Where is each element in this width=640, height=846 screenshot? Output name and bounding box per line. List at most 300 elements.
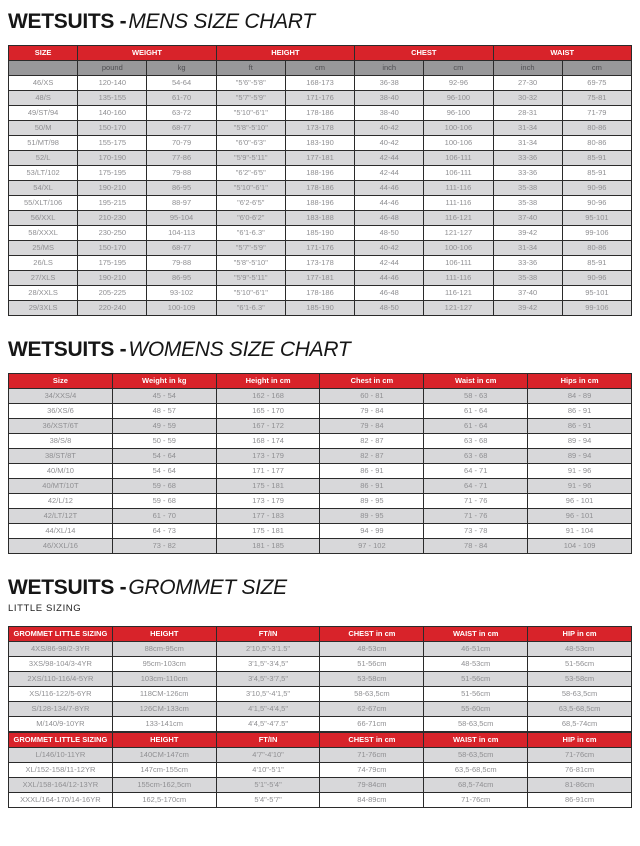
column-header: WAIST in cm — [424, 733, 528, 748]
measurement-cell: 92-96 — [424, 76, 493, 91]
measurement-cell: "5'8"-5'10" — [216, 121, 285, 136]
measurement-cell: 71-76cm — [320, 748, 424, 763]
size-label-cell: 34/XXS/4 — [9, 389, 113, 404]
column-header: HEIGHT — [112, 733, 216, 748]
measurement-cell: 68-77 — [147, 121, 216, 136]
measurement-cell: 82 - 87 — [320, 449, 424, 464]
measurement-cell: 120-140 — [78, 76, 147, 91]
measurement-cell: 2'10,5"-3'1.5" — [216, 642, 320, 657]
measurement-cell: 33-36 — [493, 166, 562, 181]
measurement-cell: "5'7"-5'9" — [216, 241, 285, 256]
size-row — [9, 256, 632, 271]
womens-size-chart-section — [8, 338, 632, 554]
column-header: CHEST in cm — [320, 733, 424, 748]
measurement-cell: 73 - 78 — [424, 524, 528, 539]
measurement-cell: 80-86 — [562, 136, 631, 151]
title-brand-text: WETSUITS - — [8, 338, 127, 361]
size-row — [9, 524, 632, 539]
measurement-cell: 100-109 — [147, 301, 216, 316]
measurement-cell: 55-60cm — [424, 702, 528, 717]
measurement-cell: 86 - 91 — [528, 404, 632, 419]
little-sizing-subtitle: LITTLE SIZING — [8, 603, 82, 614]
measurement-cell: "6'1-6.3" — [216, 301, 285, 316]
column-header: WAIST in cm — [424, 627, 528, 642]
size-label-cell: 38/ST/8T — [9, 449, 113, 464]
column-header: Height in cm — [216, 374, 320, 389]
measurement-cell: 53-58cm — [528, 672, 632, 687]
measurement-cell: "6'1-6.3" — [216, 226, 285, 241]
measurement-cell: 181 - 185 — [216, 539, 320, 554]
measurement-cell: 60 - 81 — [320, 389, 424, 404]
measurement-cell: 86 - 91 — [528, 419, 632, 434]
measurement-cell: 38-40 — [355, 91, 424, 106]
measurement-cell: 162 - 168 — [216, 389, 320, 404]
column-header: GROMMET LITTLE SIZING — [9, 627, 113, 642]
measurement-cell: 79-88 — [147, 256, 216, 271]
measurement-cell: 4'4,5"-4'7.5" — [216, 717, 320, 732]
measurement-cell: 171 - 177 — [216, 464, 320, 479]
measurement-cell: 51-56cm — [424, 687, 528, 702]
measurement-cell: 63,5-68,5cm — [528, 702, 632, 717]
measurement-cell: 71 - 76 — [424, 509, 528, 524]
size-row — [9, 166, 632, 181]
measurement-cell: 64 - 71 — [424, 464, 528, 479]
measurement-cell: 168-173 — [285, 76, 354, 91]
measurement-cell: 150-170 — [78, 241, 147, 256]
measurement-cell: 88-97 — [147, 196, 216, 211]
measurement-cell: 74-79cm — [320, 763, 424, 778]
measurement-cell: 177 - 183 — [216, 509, 320, 524]
size-row — [9, 702, 632, 717]
measurement-cell: 35-38 — [493, 196, 562, 211]
measurement-cell: "5'9"-5'11" — [216, 271, 285, 286]
measurement-cell: 5'1"-5'4" — [216, 778, 320, 793]
size-row — [9, 91, 632, 106]
measurement-cell: 53-58cm — [320, 672, 424, 687]
measurement-cell: 177-181 — [285, 151, 354, 166]
measurement-cell: 58-63,5cm — [424, 748, 528, 763]
measurement-cell: 173-178 — [285, 256, 354, 271]
measurement-cell: 33-36 — [493, 151, 562, 166]
measurement-cell: 63 - 68 — [424, 449, 528, 464]
mens-size-chart-section — [8, 10, 632, 316]
measurement-cell: 89 - 94 — [528, 434, 632, 449]
measurement-cell: 106-111 — [424, 166, 493, 181]
measurement-cell: 96-100 — [424, 91, 493, 106]
measurement-cell: 167 - 172 — [216, 419, 320, 434]
measurement-cell: 86-91cm — [528, 793, 632, 808]
measurement-cell: 51-56cm — [320, 657, 424, 672]
measurement-cell: 150-170 — [78, 121, 147, 136]
measurement-cell: 89 - 95 — [320, 494, 424, 509]
measurement-cell: 62-67cm — [320, 702, 424, 717]
measurement-cell: 31-34 — [493, 136, 562, 151]
measurement-cell: 177-181 — [285, 271, 354, 286]
size-row — [9, 464, 632, 479]
measurement-cell: 71-76cm — [424, 793, 528, 808]
size-row — [9, 717, 632, 732]
measurement-cell: 140-160 — [78, 106, 147, 121]
size-row — [9, 657, 632, 672]
measurement-cell: 195-215 — [78, 196, 147, 211]
measurement-cell: 135-155 — [78, 91, 147, 106]
measurement-cell: "6'2"-6'5" — [216, 166, 285, 181]
size-row — [9, 121, 632, 136]
size-label-cell: 3XS/98-104/3-4YR — [9, 657, 113, 672]
measurement-cell: 80-86 — [562, 241, 631, 256]
measurement-cell: 5'4"-5'7" — [216, 793, 320, 808]
measurement-cell: 27-30 — [493, 76, 562, 91]
measurement-cell: 71 - 76 — [424, 494, 528, 509]
measurement-cell: 96-100 — [424, 106, 493, 121]
measurement-cell: 118CM-126cm — [112, 687, 216, 702]
measurement-cell: 48-50 — [355, 301, 424, 316]
size-row — [9, 793, 632, 808]
measurement-cell: 96 - 101 — [528, 509, 632, 524]
measurement-cell: 48-53cm — [320, 642, 424, 657]
measurement-cell: 190-210 — [78, 271, 147, 286]
size-label-cell: 46/XXL/16 — [9, 539, 113, 554]
size-row — [9, 136, 632, 151]
column-header: HIP in cm — [528, 627, 632, 642]
unit-header-cell: inch — [493, 61, 562, 76]
measurement-cell: 40-42 — [355, 241, 424, 256]
measurement-cell: 61 - 64 — [424, 419, 528, 434]
column-header: FT/IN — [216, 733, 320, 748]
size-row — [9, 539, 632, 554]
measurement-cell: 95-101 — [562, 286, 631, 301]
grommet-chart-title — [8, 576, 632, 600]
size-label-cell: XXXL/164-170/14-16YR — [9, 793, 113, 808]
measurement-cell: 173-178 — [285, 121, 354, 136]
size-label-cell: 2XS/110-116/4-5YR — [9, 672, 113, 687]
measurement-cell: 116-121 — [424, 286, 493, 301]
measurement-cell: 100-106 — [424, 241, 493, 256]
size-label-cell: 54/XL — [9, 181, 78, 196]
measurement-cell: 70-79 — [147, 136, 216, 151]
measurement-cell: 90-96 — [562, 181, 631, 196]
size-label-cell: L/146/10-11YR — [9, 748, 113, 763]
measurement-cell: 121-127 — [424, 301, 493, 316]
measurement-cell: 165 - 170 — [216, 404, 320, 419]
measurement-cell: "5'10"-6'1" — [216, 181, 285, 196]
measurement-cell: 171-176 — [285, 241, 354, 256]
size-label-cell: 48/S — [9, 91, 78, 106]
measurement-cell: 147cm-155cm — [112, 763, 216, 778]
measurement-cell: 49 - 59 — [112, 419, 216, 434]
measurement-cell: 54 - 64 — [112, 464, 216, 479]
measurement-cell: 170-190 — [78, 151, 147, 166]
measurement-cell: 86-95 — [147, 181, 216, 196]
measurement-cell: 111-116 — [424, 196, 493, 211]
grommet-small-sizes-table — [8, 626, 632, 732]
measurement-cell: 35-38 — [493, 271, 562, 286]
measurement-cell: 39-42 — [493, 301, 562, 316]
measurement-cell: 93-102 — [147, 286, 216, 301]
size-row — [9, 763, 632, 778]
measurement-cell: 46-48 — [355, 286, 424, 301]
measurement-cell: 40-42 — [355, 136, 424, 151]
measurement-cell: "5'6"-5'8" — [216, 76, 285, 91]
measurement-cell: 116-121 — [424, 211, 493, 226]
column-group-header: SIZE — [9, 46, 78, 61]
measurement-cell: 61-70 — [147, 91, 216, 106]
size-row — [9, 196, 632, 211]
womens-chart-title — [8, 338, 632, 362]
measurement-cell: 100-106 — [424, 136, 493, 151]
measurement-cell: 79-84cm — [320, 778, 424, 793]
header-row — [9, 627, 632, 642]
size-label-cell: XS/116-122/5-6YR — [9, 687, 113, 702]
measurement-cell: 155cm-162,5cm — [112, 778, 216, 793]
measurement-cell: 39-42 — [493, 226, 562, 241]
measurement-cell: "5'10"-6'1" — [216, 106, 285, 121]
measurement-cell: 91 - 104 — [528, 524, 632, 539]
title-chart-name: WOMENS SIZE CHART — [128, 338, 351, 361]
column-header: CHEST in cm — [320, 627, 424, 642]
measurement-cell: "5'10"-6'1" — [216, 286, 285, 301]
measurement-cell: 58-63,5cm — [320, 687, 424, 702]
measurement-cell: 58-63,5cm — [424, 717, 528, 732]
measurement-cell: 85-91 — [562, 166, 631, 181]
measurement-cell: 104 - 109 — [528, 539, 632, 554]
measurement-cell: 3'1,5"-3'4,5" — [216, 657, 320, 672]
size-row — [9, 106, 632, 121]
size-label-cell: 28/XXLS — [9, 286, 78, 301]
column-header: HEIGHT — [112, 627, 216, 642]
column-group-header: WEIGHT — [78, 46, 216, 61]
measurement-cell: 33-36 — [493, 256, 562, 271]
measurement-cell: 89 - 94 — [528, 449, 632, 464]
size-row — [9, 479, 632, 494]
measurement-cell: 71-79 — [562, 106, 631, 121]
measurement-cell: 3'4,5"-3'7,5" — [216, 672, 320, 687]
womens-size-table — [8, 373, 632, 554]
measurement-cell: 84 - 89 — [528, 389, 632, 404]
size-label-cell: M/140/9-10YR — [9, 717, 113, 732]
measurement-cell: 96 - 101 — [528, 494, 632, 509]
measurement-cell: 81-86cm — [528, 778, 632, 793]
measurement-cell: 91 - 96 — [528, 479, 632, 494]
measurement-cell: 99-106 — [562, 226, 631, 241]
size-row — [9, 642, 632, 657]
measurement-cell: 90-96 — [562, 196, 631, 211]
column-header: FT/IN — [216, 627, 320, 642]
measurement-cell: 71-76cm — [528, 748, 632, 763]
size-label-cell: 53/LT/102 — [9, 166, 78, 181]
column-header: HIP in cm — [528, 733, 632, 748]
measurement-cell: 63 - 68 — [424, 434, 528, 449]
measurement-cell: 31-34 — [493, 121, 562, 136]
size-row — [9, 76, 632, 91]
size-row — [9, 687, 632, 702]
size-row — [9, 301, 632, 316]
measurement-cell: 84-89cm — [320, 793, 424, 808]
measurement-cell: 4'1,5"-4'4,5" — [216, 702, 320, 717]
measurement-cell: 68,5-74cm — [424, 778, 528, 793]
header-row — [9, 733, 632, 748]
title-chart-name: GROMMET SIZE — [128, 576, 287, 599]
measurement-cell: 40-42 — [355, 121, 424, 136]
size-row — [9, 211, 632, 226]
measurement-cell: 80-86 — [562, 121, 631, 136]
unit-header-cell: kg — [147, 61, 216, 76]
measurement-cell: 30-32 — [493, 91, 562, 106]
measurement-cell: 175-195 — [78, 256, 147, 271]
measurement-cell: 63,5-68,5cm — [424, 763, 528, 778]
measurement-cell: 79-88 — [147, 166, 216, 181]
measurement-cell: 178-186 — [285, 106, 354, 121]
measurement-cell: 59 - 68 — [112, 479, 216, 494]
size-label-cell: 29/3XLS — [9, 301, 78, 316]
measurement-cell: 85-91 — [562, 151, 631, 166]
size-label-cell: XL/152-158/11-12YR — [9, 763, 113, 778]
measurement-cell: 46-48 — [355, 211, 424, 226]
title-chart-name: MENS SIZE CHART — [128, 10, 315, 33]
measurement-cell: 175 - 181 — [216, 524, 320, 539]
measurement-cell: "5'8"-5'10" — [216, 256, 285, 271]
measurement-cell: 3'10,5"-4'1,5" — [216, 687, 320, 702]
measurement-cell: "6'0-6'2" — [216, 211, 285, 226]
column-header: GROMMET LITTLE SIZING — [9, 733, 113, 748]
measurement-cell: 185-190 — [285, 301, 354, 316]
measurement-cell: 42-44 — [355, 166, 424, 181]
title-brand-text: WETSUITS - — [8, 10, 127, 33]
size-row — [9, 181, 632, 196]
measurement-cell: 175 - 181 — [216, 479, 320, 494]
measurement-cell: 126CM-133cm — [112, 702, 216, 717]
measurement-cell: 104-113 — [147, 226, 216, 241]
unit-header-cell — [9, 61, 78, 76]
measurement-cell: 68-77 — [147, 241, 216, 256]
measurement-cell: 42-44 — [355, 151, 424, 166]
measurement-cell: 61 - 64 — [424, 404, 528, 419]
measurement-cell: 68,5-74cm — [528, 717, 632, 732]
measurement-cell: 220-240 — [78, 301, 147, 316]
measurement-cell: 64 - 71 — [424, 479, 528, 494]
measurement-cell: 106-111 — [424, 151, 493, 166]
size-label-cell: S/128-134/7-8YR — [9, 702, 113, 717]
size-row — [9, 226, 632, 241]
size-label-cell: 25/MS — [9, 241, 78, 256]
measurement-cell: 97 - 102 — [320, 539, 424, 554]
size-label-cell: 51/MT/98 — [9, 136, 78, 151]
measurement-cell: 86 - 91 — [320, 479, 424, 494]
size-label-cell: 50/M — [9, 121, 78, 136]
column-header: Waist in cm — [424, 374, 528, 389]
measurement-cell: 168 - 174 — [216, 434, 320, 449]
measurement-cell: 31-34 — [493, 241, 562, 256]
measurement-cell: 111-116 — [424, 181, 493, 196]
measurement-cell: 54 - 64 — [112, 449, 216, 464]
measurement-cell: 48-50 — [355, 226, 424, 241]
measurement-cell: 205-225 — [78, 286, 147, 301]
measurement-cell: 44-46 — [355, 196, 424, 211]
measurement-cell: "6'0"-6'3" — [216, 136, 285, 151]
measurement-cell: 51-56cm — [424, 672, 528, 687]
measurement-cell: 51-56cm — [528, 657, 632, 672]
column-header: Chest in cm — [320, 374, 424, 389]
measurement-cell: 111-116 — [424, 271, 493, 286]
measurement-cell: 38-40 — [355, 106, 424, 121]
measurement-cell: 35-38 — [493, 181, 562, 196]
measurement-cell: 173 - 179 — [216, 449, 320, 464]
measurement-cell: 66-71cm — [320, 717, 424, 732]
size-label-cell: 27/XLS — [9, 271, 78, 286]
header-group-row — [9, 46, 632, 61]
size-label-cell: 36/XST/6T — [9, 419, 113, 434]
measurement-cell: 86 - 91 — [320, 464, 424, 479]
column-group-header: CHEST — [355, 46, 493, 61]
measurement-cell: 58 - 63 — [424, 389, 528, 404]
size-row — [9, 434, 632, 449]
mens-size-table — [8, 45, 632, 316]
measurement-cell: 178-186 — [285, 181, 354, 196]
measurement-cell: 46-51cm — [424, 642, 528, 657]
size-label-cell: 42/L/12 — [9, 494, 113, 509]
measurement-cell: 78 - 84 — [424, 539, 528, 554]
measurement-cell: 85-91 — [562, 256, 631, 271]
size-row — [9, 748, 632, 763]
size-row — [9, 241, 632, 256]
size-row — [9, 419, 632, 434]
measurement-cell: 103cm-110cm — [112, 672, 216, 687]
measurement-cell: 73 - 82 — [112, 539, 216, 554]
measurement-cell: 178-186 — [285, 286, 354, 301]
measurement-cell: 4'10"-5'1" — [216, 763, 320, 778]
size-row — [9, 151, 632, 166]
measurement-cell: 230-250 — [78, 226, 147, 241]
measurement-cell: 95-101 — [562, 211, 631, 226]
measurement-cell: 4'7"-4'10" — [216, 748, 320, 763]
measurement-cell: 48-53cm — [424, 657, 528, 672]
unit-header-cell: pound — [78, 61, 147, 76]
size-label-cell: 49/ST/94 — [9, 106, 78, 121]
size-row — [9, 449, 632, 464]
size-row — [9, 494, 632, 509]
measurement-cell: 79 - 84 — [320, 404, 424, 419]
size-label-cell: XXL/158-164/12-13YR — [9, 778, 113, 793]
unit-header-cell: cm — [424, 61, 493, 76]
measurement-cell: 64 - 73 — [112, 524, 216, 539]
measurement-cell: 210-230 — [78, 211, 147, 226]
measurement-cell: 173 - 179 — [216, 494, 320, 509]
measurement-cell: 190-210 — [78, 181, 147, 196]
unit-header-cell: ft — [216, 61, 285, 76]
measurement-cell: 162,5-170cm — [112, 793, 216, 808]
measurement-cell: 95-104 — [147, 211, 216, 226]
measurement-cell: 37-40 — [493, 286, 562, 301]
measurement-cell: 69-75 — [562, 76, 631, 91]
measurement-cell: 133-141cm — [112, 717, 216, 732]
size-label-cell: 40/M/10 — [9, 464, 113, 479]
size-row — [9, 271, 632, 286]
grommet-size-chart-section — [8, 576, 632, 808]
measurement-cell: 175-195 — [78, 166, 147, 181]
grommet-large-sizes-table — [8, 732, 632, 808]
size-label-cell: 40/MT/10T — [9, 479, 113, 494]
measurement-cell: 106-111 — [424, 256, 493, 271]
measurement-cell: 183-188 — [285, 211, 354, 226]
measurement-cell: 59 - 68 — [112, 494, 216, 509]
size-label-cell: 42/LT/12T — [9, 509, 113, 524]
measurement-cell: 42-44 — [355, 256, 424, 271]
measurement-cell: 58-63,5cm — [528, 687, 632, 702]
measurement-cell: 188-196 — [285, 166, 354, 181]
measurement-cell: 50 - 59 — [112, 434, 216, 449]
measurement-cell: 75-81 — [562, 91, 631, 106]
measurement-cell: 171-176 — [285, 91, 354, 106]
